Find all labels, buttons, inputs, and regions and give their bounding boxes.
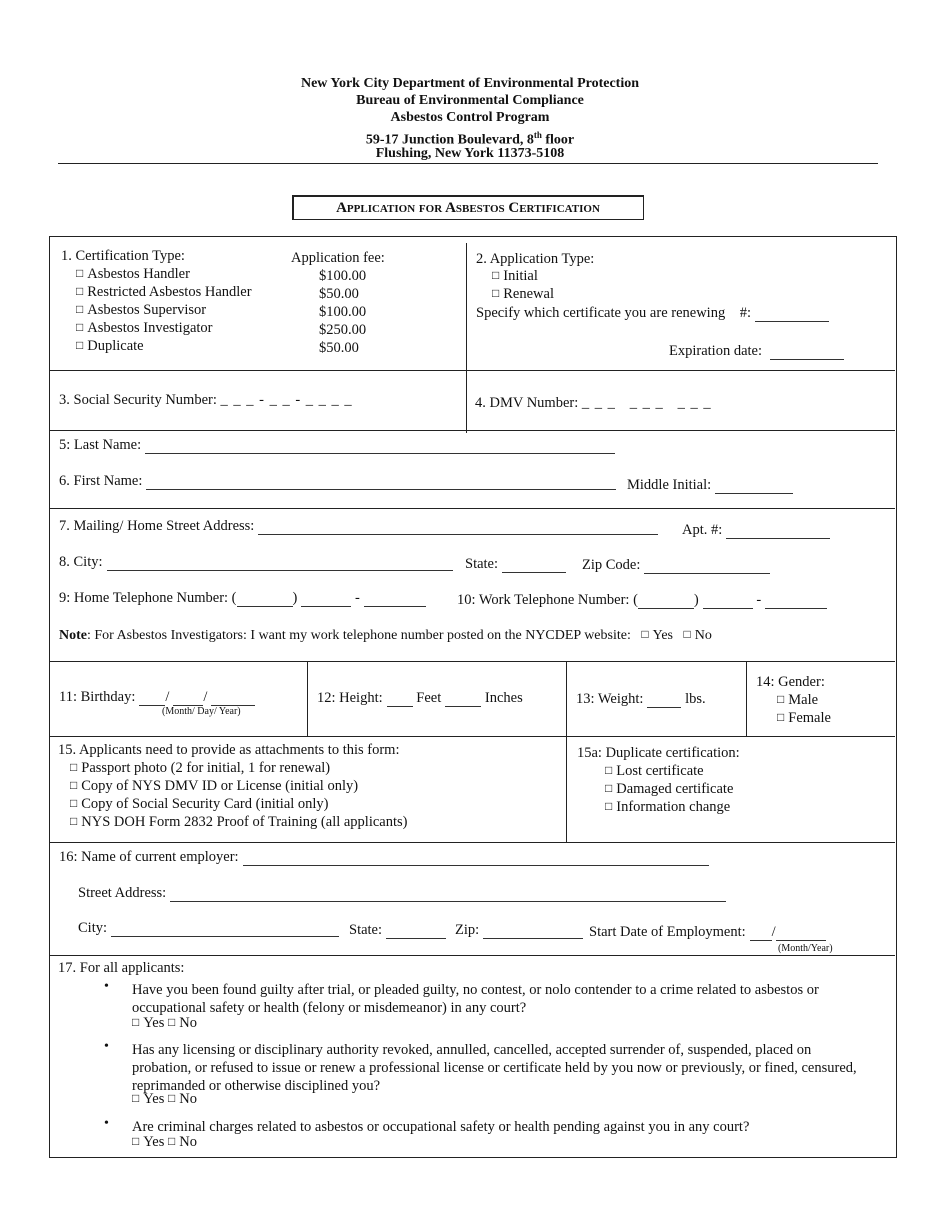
asbestos-handler-checkbox[interactable]: □ Asbestos Handler bbox=[76, 266, 190, 283]
apt-label: Apt. #: bbox=[682, 522, 830, 539]
q1-yes-checkbox[interactable]: □ Yes bbox=[132, 1015, 164, 1031]
renewal-specify-label: Specify which certificate you are renewing #: bbox=[476, 305, 829, 322]
question-3: Are criminal charges related to asbestos or occupational safety or health pending against you in any court? bbox=[132, 1119, 750, 1135]
first-name-field[interactable] bbox=[146, 475, 616, 490]
divider bbox=[50, 842, 895, 843]
q1-answer bbox=[132, 1015, 197, 1032]
application-type-label: 2. Application Type: bbox=[476, 251, 595, 267]
header-rule bbox=[58, 163, 878, 164]
note-no-checkbox[interactable]: □ No bbox=[683, 628, 711, 643]
employer-name-label: 16: Name of current employer: bbox=[59, 849, 709, 866]
employer-name-field[interactable] bbox=[243, 851, 709, 866]
restricted-handler-checkbox[interactable]: □ Restricted Asbestos Handler bbox=[76, 284, 252, 301]
start-month-field[interactable] bbox=[750, 926, 772, 941]
q2-yes-checkbox[interactable]: □ Yes bbox=[132, 1091, 164, 1107]
state-field[interactable] bbox=[502, 558, 566, 573]
work-phone-prefix-field[interactable] bbox=[703, 594, 753, 609]
last-name-field[interactable] bbox=[145, 439, 615, 454]
renewal-number-field[interactable] bbox=[755, 307, 829, 322]
street-address-label: 7. Mailing/ Home Street Address: bbox=[59, 518, 658, 535]
ssn-field[interactable]: _ _ _ - _ _ - _ _ _ _ bbox=[220, 392, 353, 408]
expiration-date-label: Expiration date: bbox=[669, 343, 844, 360]
employer-zip-label: Zip: bbox=[455, 922, 583, 939]
weight-field[interactable] bbox=[647, 693, 681, 708]
employer-street-label: Street Address: bbox=[78, 885, 726, 902]
q3-yes-checkbox[interactable]: □ Yes bbox=[132, 1134, 164, 1150]
fee-value: $250.00 bbox=[319, 322, 367, 338]
middle-initial-label: Middle Initial: bbox=[627, 477, 793, 494]
divider bbox=[50, 955, 895, 956]
city-label: 8. City: bbox=[59, 554, 453, 571]
city-field[interactable] bbox=[107, 556, 453, 571]
employer-city-label: City: bbox=[78, 920, 339, 937]
apt-field[interactable] bbox=[726, 524, 830, 539]
start-date-format-hint: (Month/Year) bbox=[778, 943, 833, 954]
fee-value: $50.00 bbox=[319, 340, 359, 356]
home-phone-area-field[interactable] bbox=[237, 592, 293, 607]
employer-zip-field[interactable] bbox=[483, 924, 583, 939]
form-title: Application for Asbestos Certification bbox=[292, 195, 644, 220]
birthday-year-field[interactable] bbox=[211, 691, 255, 706]
divider bbox=[746, 662, 747, 736]
note-yes-checkbox[interactable]: □ Yes bbox=[641, 628, 673, 643]
q2-no-checkbox[interactable]: □ No bbox=[168, 1091, 197, 1107]
q1-no-checkbox[interactable]: □ No bbox=[168, 1015, 197, 1031]
dmv-label: 4. DMV Number: _ _ _ _ _ _ _ _ _ bbox=[475, 395, 712, 411]
dmv-copy-checkbox[interactable]: □ Copy of NYS DMV ID or License (initial only) bbox=[70, 778, 358, 795]
expiration-date-field[interactable] bbox=[770, 345, 844, 360]
application-fee-label: Application fee: bbox=[291, 250, 385, 266]
divider bbox=[50, 661, 895, 662]
q3-no-checkbox[interactable]: □ No bbox=[168, 1134, 197, 1150]
certification-type-label: 1. Certification Type: bbox=[61, 248, 185, 264]
birthday-day-field[interactable] bbox=[173, 691, 203, 706]
birthday-month-field[interactable] bbox=[139, 691, 165, 706]
agency-name: New York City Department of Environmental Protection bbox=[300, 76, 640, 91]
divider bbox=[50, 736, 895, 737]
renewal-checkbox[interactable]: □ Renewal bbox=[492, 286, 554, 303]
duplicate-checkbox[interactable]: □ Duplicate bbox=[76, 338, 144, 355]
divider bbox=[307, 662, 308, 736]
start-date-label: Start Date of Employment: / bbox=[589, 924, 826, 941]
employer-state-field[interactable] bbox=[386, 924, 446, 939]
divider bbox=[50, 430, 895, 431]
asbestos-investigator-checkbox[interactable]: □ Asbestos Investigator bbox=[76, 320, 213, 337]
height-label: 12: Height: Feet Inches bbox=[317, 690, 523, 706]
bullet: • bbox=[104, 979, 109, 994]
fee-value: $100.00 bbox=[319, 268, 367, 284]
damaged-certificate-checkbox[interactable]: □ Damaged certificate bbox=[605, 781, 733, 798]
dmv-field[interactable]: _ _ _ _ _ _ _ _ _ bbox=[581, 395, 712, 411]
question-2: Has any licensing or disciplinary authority revoked, annulled, cancelled, accepted surrender of, suspended, placed on probation, or refused to issue or renew a professional license or certificate held by you now or previously, or fined, censured, reprimanded or otherwise disciplined you? bbox=[132, 1042, 857, 1094]
bullet: • bbox=[104, 1039, 109, 1054]
attachments-label: 15. Applicants need to provide as attachments to this form: bbox=[58, 742, 400, 758]
home-phone-label: 9: Home Telephone Number: ( ) - bbox=[59, 590, 426, 607]
address-line: 59-17 Junction Boulevard, 8th floor bbox=[365, 130, 575, 148]
lost-certificate-checkbox[interactable]: □ Lost certificate bbox=[605, 763, 704, 780]
employer-state-label: State: bbox=[349, 922, 446, 939]
asbestos-supervisor-checkbox[interactable]: □ Asbestos Supervisor bbox=[76, 302, 206, 319]
fee-value: $50.00 bbox=[319, 286, 359, 302]
zip-field[interactable] bbox=[644, 559, 770, 574]
divider bbox=[566, 662, 567, 842]
doh-form-checkbox[interactable]: □ NYS DOH Form 2832 Proof of Training (all applicants) bbox=[70, 814, 408, 831]
employer-city-field[interactable] bbox=[111, 922, 339, 937]
divider bbox=[466, 243, 467, 433]
home-phone-prefix-field[interactable] bbox=[301, 592, 351, 607]
last-name-label: 5: Last Name: bbox=[59, 437, 615, 454]
ssc-copy-checkbox[interactable]: □ Copy of Social Security Card (initial only) bbox=[70, 796, 329, 813]
all-applicants-label: 17. For all applicants: bbox=[58, 960, 185, 976]
divider bbox=[50, 508, 895, 509]
first-name-label: 6. First Name: bbox=[59, 473, 616, 490]
investigator-note: Note: For Asbestos Investigators: I want my work telephone number posted on the NYCDEP website: □ Yes □ No bbox=[59, 628, 712, 644]
fee-value: $100.00 bbox=[319, 304, 367, 320]
q3-answer bbox=[132, 1134, 197, 1151]
street-address-field[interactable] bbox=[258, 520, 658, 535]
birthday-label: 11: Birthday: / / bbox=[59, 689, 255, 706]
employer-street-field[interactable] bbox=[170, 887, 726, 902]
state-label: State: bbox=[465, 556, 566, 573]
birthday-format-hint: (Month/ Day/ Year) bbox=[162, 706, 241, 717]
female-checkbox[interactable]: □ Female bbox=[777, 710, 831, 727]
middle-initial-field[interactable] bbox=[715, 479, 793, 494]
program-name: Asbestos Control Program bbox=[390, 110, 550, 125]
gender-label: 14: Gender: bbox=[756, 674, 825, 690]
initial-checkbox[interactable]: □ Initial bbox=[492, 268, 538, 285]
city-line: Flushing, New York 11373-5108 bbox=[375, 146, 565, 161]
work-phone-area-field[interactable] bbox=[638, 594, 694, 609]
passport-photo-checkbox[interactable]: □ Passport photo (2 for initial, 1 for renewal) bbox=[70, 760, 330, 777]
weight-label: 13: Weight: lbs. bbox=[576, 691, 706, 707]
divider bbox=[50, 370, 895, 371]
bullet: • bbox=[104, 1116, 109, 1131]
male-checkbox[interactable]: □ Male bbox=[777, 692, 818, 709]
duplicate-cert-label: 15a: Duplicate certification: bbox=[577, 745, 740, 761]
bureau-name: Bureau of Environmental Compliance bbox=[356, 93, 584, 108]
start-year-field[interactable] bbox=[776, 926, 826, 941]
height-feet-field[interactable] bbox=[387, 692, 413, 707]
height-inches-field[interactable] bbox=[445, 692, 481, 707]
zip-label: Zip Code: bbox=[582, 557, 770, 574]
information-change-checkbox[interactable]: □ Information change bbox=[605, 799, 730, 816]
question-1: Have you been found guilty after trial, or pleaded guilty, no contest, or nolo contender to a crime related to asbestos or occupational safety or health (felony or misdemeanor) in any court? bbox=[132, 982, 819, 1016]
work-phone-line-field[interactable] bbox=[765, 594, 827, 609]
ssn-label: 3. Social Security Number: _ _ _ - _ _ - _ _ _ _ bbox=[59, 392, 353, 408]
q2-answer bbox=[132, 1091, 197, 1108]
home-phone-line-field[interactable] bbox=[364, 592, 426, 607]
work-phone-label: 10: Work Telephone Number: ( ) - bbox=[457, 592, 827, 609]
